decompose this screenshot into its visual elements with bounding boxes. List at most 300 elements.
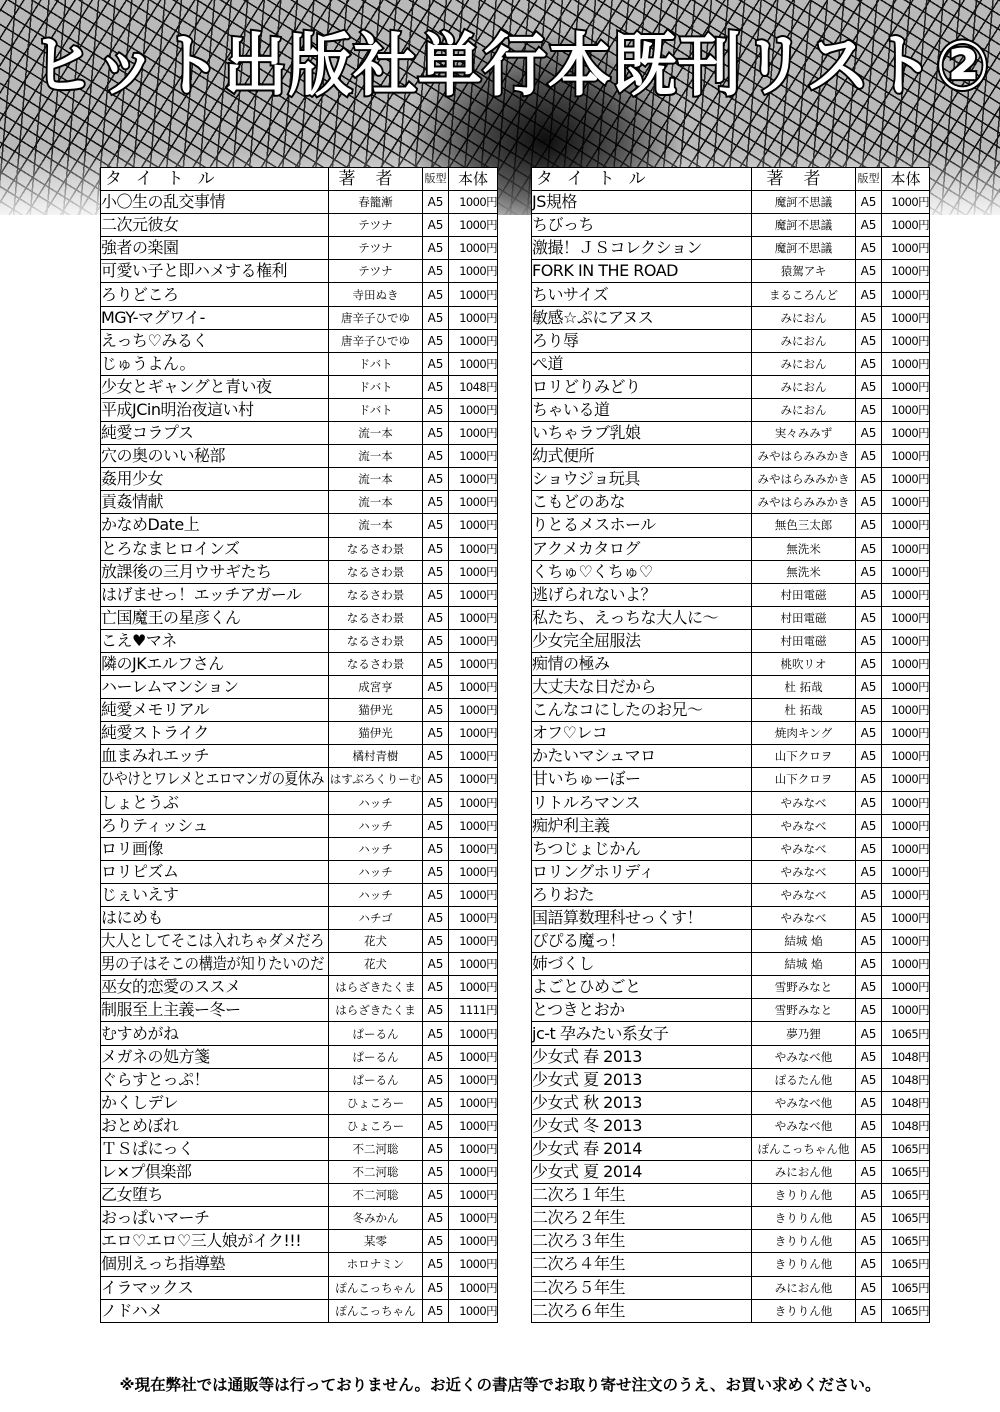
book-format: A5 [423, 1045, 449, 1068]
book-author: 桃吹リオ [752, 652, 856, 675]
book-price: 1000円 [449, 306, 498, 329]
book-format: A5 [856, 1022, 882, 1045]
book-title [532, 999, 752, 1022]
book-title [101, 329, 329, 352]
table-row [101, 191, 498, 214]
book-author: 夢乃狸 [752, 1022, 856, 1045]
table-row [101, 976, 498, 999]
book-title [101, 445, 329, 468]
book-author: 魔訶不思議 [752, 214, 856, 237]
book-format: A5 [423, 883, 449, 906]
book-price: 1000円 [449, 1230, 498, 1253]
book-author: やみなべ他 [752, 1091, 856, 1114]
book-title-text: ちいサイズ [532, 284, 609, 304]
book-price: 1000円 [449, 1068, 498, 1091]
book-author: 村田電磁 [752, 606, 856, 629]
book-author: ハッチ [329, 860, 423, 883]
table-row [532, 491, 930, 514]
book-price: 1000円 [449, 652, 498, 675]
book-price: 1000円 [882, 514, 930, 537]
book-format: A5 [423, 491, 449, 514]
book-title [532, 583, 752, 606]
book-title [532, 745, 752, 768]
book-title-text: おとめぼれ [101, 1115, 179, 1135]
book-author: やみなべ [752, 791, 856, 814]
book-title [101, 699, 329, 722]
book-author: 流一本 [329, 491, 423, 514]
book-price: 1000円 [449, 583, 498, 606]
header-price: 本体 [882, 168, 930, 191]
book-title-text: 二次ろ１年生 [532, 1185, 626, 1205]
book-price: 1048円 [882, 1114, 930, 1137]
book-title [101, 214, 329, 237]
book-author: なるさわ景 [329, 537, 423, 560]
book-format: A5 [856, 1253, 882, 1276]
book-title-text: 甘いちゅーぼー [532, 769, 641, 789]
table-row [532, 837, 930, 860]
book-title [101, 953, 329, 976]
book-format: A5 [423, 1022, 449, 1045]
book-price: 1000円 [449, 560, 498, 583]
book-title-text: ぐらすとっぷ！ [101, 1069, 210, 1089]
book-title [101, 1184, 329, 1207]
book-author: きりりん他 [752, 1230, 856, 1253]
book-format: A5 [856, 352, 882, 375]
book-price: 1065円 [882, 1137, 930, 1160]
book-price: 1000円 [449, 352, 498, 375]
header-title: タイトル [101, 168, 329, 191]
book-title [101, 930, 329, 953]
book-price: 1000円 [449, 745, 498, 768]
book-price: 1000円 [449, 329, 498, 352]
table-row [532, 537, 930, 560]
book-title [532, 1022, 752, 1045]
book-title [532, 537, 752, 560]
book-author: 不二河聡 [329, 1184, 423, 1207]
book-title-text: 姦用少女 [101, 469, 164, 489]
header-title: タイトル [532, 168, 752, 191]
book-title-text: 少女式 秋 2013 [532, 1092, 642, 1112]
table-row [101, 468, 498, 491]
book-title [532, 491, 752, 514]
book-price: 1000円 [882, 699, 930, 722]
book-author: ハッチ [329, 814, 423, 837]
table-row [532, 606, 930, 629]
book-title-text: ろり辱 [532, 330, 579, 350]
table-row [532, 768, 930, 791]
book-title-text: JS規格 [532, 192, 577, 212]
book-title [532, 1137, 752, 1160]
book-title-text: 純愛ストライク [101, 723, 209, 743]
book-format: A5 [856, 283, 882, 306]
book-format: A5 [423, 860, 449, 883]
book-price: 1000円 [449, 629, 498, 652]
book-price: 1000円 [882, 560, 930, 583]
book-format: A5 [856, 768, 882, 791]
book-title [532, 1276, 752, 1299]
book-list-right-body [532, 191, 930, 1323]
table-row [101, 1230, 498, 1253]
book-title [532, 352, 752, 375]
book-title [101, 283, 329, 306]
book-title [532, 907, 752, 930]
book-title [101, 1045, 329, 1068]
book-price: 1065円 [882, 1184, 930, 1207]
book-title-text: 個別えっち指導塾 [101, 1254, 226, 1274]
book-format: A5 [856, 237, 882, 260]
book-format: A5 [423, 652, 449, 675]
book-author: やみなべ [752, 837, 856, 860]
book-title-text: ロリ画像 [101, 838, 164, 858]
book-author: 村田電磁 [752, 629, 856, 652]
book-format: A5 [423, 768, 449, 791]
book-price: 1000円 [449, 514, 498, 537]
table-row [101, 583, 498, 606]
book-author: 村田電磁 [752, 583, 856, 606]
book-title [532, 722, 752, 745]
book-price: 1000円 [882, 676, 930, 699]
book-title-text: ノドハメ [101, 1300, 163, 1320]
book-title [101, 491, 329, 514]
table-row [101, 1253, 498, 1276]
book-title [532, 1045, 752, 1068]
book-title [532, 1068, 752, 1091]
book-title [532, 606, 752, 629]
book-title-text: FORK IN THE ROAD [532, 261, 678, 281]
book-price: 1000円 [449, 791, 498, 814]
book-format: A5 [423, 953, 449, 976]
book-author: まるころんど [752, 283, 856, 306]
book-author: きりりん他 [752, 1253, 856, 1276]
book-format: A5 [856, 445, 882, 468]
book-title [532, 814, 752, 837]
table-row [532, 1137, 930, 1160]
book-title-text: 制服至上主義ー冬ー [101, 1000, 241, 1020]
book-title [101, 1137, 329, 1160]
book-title-text: ショウジョ玩具 [532, 469, 640, 489]
book-title [532, 699, 752, 722]
book-author: ハチゴ [329, 907, 423, 930]
book-format: A5 [423, 214, 449, 237]
table-row [532, 699, 930, 722]
book-format: A5 [423, 1184, 449, 1207]
book-title-text: かなめDate上 [101, 515, 200, 535]
book-author: 花犬 [329, 930, 423, 953]
book-author: ぽるたん他 [752, 1068, 856, 1091]
book-format: A5 [856, 676, 882, 699]
book-title [101, 745, 329, 768]
book-author: 無洗米 [752, 537, 856, 560]
book-price: 1000円 [449, 676, 498, 699]
book-price: 1000円 [449, 1207, 498, 1230]
book-author: 魔訶不思議 [752, 237, 856, 260]
book-price: 1065円 [882, 1230, 930, 1253]
book-price: 1000円 [882, 768, 930, 791]
book-format: A5 [423, 606, 449, 629]
book-author: 花犬 [329, 953, 423, 976]
book-price: 1000円 [449, 260, 498, 283]
book-author: 山下クロヲ [752, 745, 856, 768]
book-price: 1000円 [449, 907, 498, 930]
book-title [101, 976, 329, 999]
book-format: A5 [856, 1091, 882, 1114]
book-title [532, 1230, 752, 1253]
table-row [101, 1137, 498, 1160]
book-list-left-body [101, 191, 498, 1323]
book-author: 冬みかん [329, 1207, 423, 1230]
book-author: なるさわ景 [329, 560, 423, 583]
book-format: A5 [856, 629, 882, 652]
table-row [101, 1299, 498, 1322]
book-format: A5 [856, 953, 882, 976]
book-title-text: 二次ろ６年生 [532, 1300, 626, 1320]
book-title-text: とろなまヒロインズ [101, 538, 240, 558]
table-row [532, 1114, 930, 1137]
book-title [532, 375, 752, 398]
book-title-text: 少女式 夏 2013 [532, 1069, 642, 1089]
book-format: A5 [856, 907, 882, 930]
book-format: A5 [423, 583, 449, 606]
book-format: A5 [423, 306, 449, 329]
book-author: 唐辛子ひでゆ [329, 306, 423, 329]
table-row [532, 329, 930, 352]
book-title-text: 少女式 冬 2013 [532, 1115, 642, 1135]
book-author: ハッチ [329, 791, 423, 814]
table-row [532, 214, 930, 237]
book-format: A5 [856, 1276, 882, 1299]
book-format: A5 [423, 1068, 449, 1091]
book-author: ひょころー [329, 1114, 423, 1137]
table-row [101, 445, 498, 468]
table-row [532, 1184, 930, 1207]
book-format: A5 [856, 1299, 882, 1322]
book-format: A5 [856, 1230, 882, 1253]
table-row [532, 1253, 930, 1276]
book-title-text: ひやけとワレメとエロマンガの夏休み [101, 769, 325, 789]
book-title-text: 国語算数理科せっくす！ [532, 908, 703, 928]
book-format: A5 [856, 491, 882, 514]
book-title-text: こんなコにしたのお兄～ [532, 700, 703, 720]
book-title-text: エロ♡エロ♡三人娘がイク!!! [101, 1231, 302, 1251]
book-title-text: じゅうよん。 [101, 353, 195, 373]
book-format: A5 [423, 283, 449, 306]
table-row [101, 1045, 498, 1068]
book-title-text: えっち♡みるく [101, 330, 208, 350]
book-author: なるさわ景 [329, 606, 423, 629]
header-format: 版型 [856, 168, 882, 191]
book-title-text: 平成JCin明治夜這い村 [101, 399, 254, 419]
book-price: 1000円 [449, 1161, 498, 1184]
table-row [532, 1230, 930, 1253]
book-author: やみなべ [752, 907, 856, 930]
book-price: 1065円 [882, 1299, 930, 1322]
table-row [101, 1022, 498, 1045]
book-title [532, 514, 752, 537]
table-row [101, 629, 498, 652]
book-title-text: ＴＳぱにっく [101, 1138, 194, 1158]
book-title-text: 男の子はそこの構造が知りたいのだ [101, 954, 325, 974]
book-title-text: 隣のJKエルフさん [101, 654, 224, 674]
book-title-text: オフ♡レコ [532, 723, 608, 743]
book-author: ハッチ [329, 837, 423, 860]
book-author: みにおん [752, 329, 856, 352]
book-title [532, 237, 752, 260]
book-format: A5 [856, 699, 882, 722]
book-format: A5 [423, 907, 449, 930]
book-format: A5 [856, 329, 882, 352]
book-price: 1000円 [449, 1253, 498, 1276]
book-title-text: ろりティッシュ [101, 815, 208, 835]
book-author: ぽんこっちゃん [329, 1299, 423, 1322]
book-format: A5 [423, 676, 449, 699]
book-author: ひょころー [329, 1091, 423, 1114]
book-title [532, 283, 752, 306]
book-title-text: アクメカタログ [532, 538, 640, 558]
book-price: 1000円 [449, 445, 498, 468]
book-title [532, 560, 752, 583]
book-title [101, 191, 329, 214]
book-price: 1000円 [882, 907, 930, 930]
table-row [532, 352, 930, 375]
book-title-text: 強者の楽園 [101, 238, 179, 258]
book-author: ぱーるん [329, 1068, 423, 1091]
book-title-text: イラマックス [101, 1277, 194, 1297]
book-author: 某零 [329, 1230, 423, 1253]
book-title [101, 375, 329, 398]
book-title [101, 768, 329, 791]
book-format: A5 [856, 1137, 882, 1160]
book-price: 1000円 [882, 722, 930, 745]
table-row [101, 745, 498, 768]
book-author: 魔訶不思議 [752, 191, 856, 214]
book-format: A5 [423, 191, 449, 214]
book-title-text: 穴の奥のいい秘部 [101, 446, 226, 466]
book-format: A5 [423, 1091, 449, 1114]
book-title [101, 514, 329, 537]
book-format: A5 [423, 1207, 449, 1230]
book-format: A5 [423, 837, 449, 860]
book-price: 1048円 [449, 375, 498, 398]
table-row [532, 629, 930, 652]
book-format: A5 [856, 837, 882, 860]
book-author: 流一本 [329, 514, 423, 537]
book-format: A5 [423, 1137, 449, 1160]
book-format: A5 [423, 537, 449, 560]
table-row [532, 930, 930, 953]
book-title [101, 1161, 329, 1184]
table-row [101, 329, 498, 352]
table-header-row [532, 168, 930, 191]
book-price: 1000円 [449, 930, 498, 953]
book-list-right [531, 167, 930, 1323]
table-row [101, 837, 498, 860]
book-author: 雪野みなと [752, 999, 856, 1022]
book-format: A5 [423, 329, 449, 352]
book-title-text: りとるメスホール [532, 515, 656, 535]
table-row [101, 883, 498, 906]
book-title-text: 大丈夫な日だから [532, 677, 657, 697]
table-row [532, 722, 930, 745]
book-author: 猿駕アキ [752, 260, 856, 283]
book-title-text: 二次ろ２年生 [532, 1208, 626, 1228]
book-format: A5 [856, 1184, 882, 1207]
book-format: A5 [423, 375, 449, 398]
book-title [101, 883, 329, 906]
book-author: きりりん他 [752, 1207, 856, 1230]
book-price: 1000円 [882, 953, 930, 976]
table-row [532, 676, 930, 699]
book-author: はすぶろくりーむ [329, 768, 423, 791]
book-title [101, 652, 329, 675]
table-row [101, 560, 498, 583]
book-price: 1000円 [449, 468, 498, 491]
book-title-text: ろりおた [532, 884, 595, 904]
table-row [532, 860, 930, 883]
book-author: 不二河聡 [329, 1137, 423, 1160]
book-author: 杜 拓哉 [752, 676, 856, 699]
book-title [532, 629, 752, 652]
book-title [532, 260, 752, 283]
table-row [101, 1114, 498, 1137]
book-title [532, 1184, 752, 1207]
book-title [101, 537, 329, 560]
book-price: 1000円 [449, 976, 498, 999]
book-author: テツナ [329, 214, 423, 237]
book-title [101, 676, 329, 699]
book-price: 1000円 [882, 837, 930, 860]
table-row [101, 237, 498, 260]
table-row [532, 1207, 930, 1230]
book-format: A5 [856, 814, 882, 837]
book-author: 焼肉キング [752, 722, 856, 745]
table-row [532, 745, 930, 768]
book-author: なるさわ景 [329, 583, 423, 606]
book-price: 1000円 [882, 422, 930, 445]
book-title-text: 小〇生の乱交事情 [101, 192, 226, 212]
book-author: やみなべ他 [752, 1114, 856, 1137]
book-title-text: ちびっち [532, 215, 595, 235]
book-price: 1000円 [882, 468, 930, 491]
book-author: 唐辛子ひでゆ [329, 329, 423, 352]
table-row [101, 1091, 498, 1114]
book-format: A5 [856, 1045, 882, 1068]
book-format: A5 [856, 722, 882, 745]
book-price: 1000円 [449, 422, 498, 445]
book-author: ぽんこっちゃん [329, 1276, 423, 1299]
book-author: ぱーるん [329, 1022, 423, 1045]
book-format: A5 [423, 1114, 449, 1137]
table-row [101, 860, 498, 883]
header-author: 著者 [329, 168, 423, 191]
book-title [532, 1253, 752, 1276]
book-author: ぽんこっちゃん他 [752, 1137, 856, 1160]
book-title [532, 676, 752, 699]
table-row [532, 999, 930, 1022]
book-format: A5 [423, 445, 449, 468]
book-price: 1000円 [449, 883, 498, 906]
book-author: 流一本 [329, 445, 423, 468]
book-title-text: 亡国魔王の星彦くん [101, 607, 241, 627]
book-price: 1000円 [449, 722, 498, 745]
book-format: A5 [856, 999, 882, 1022]
footer-notice: ※現在弊社では通販等は行っておりません。お近くの書店等でお取り寄せ注文のうえ、お買い求めください。 [119, 1376, 881, 1394]
book-price: 1000円 [449, 1184, 498, 1207]
table-row [532, 652, 930, 675]
table-row [532, 306, 930, 329]
book-format: A5 [856, 514, 882, 537]
book-author: ドバト [329, 352, 423, 375]
book-title-text: ロリどりみどり [532, 376, 641, 396]
